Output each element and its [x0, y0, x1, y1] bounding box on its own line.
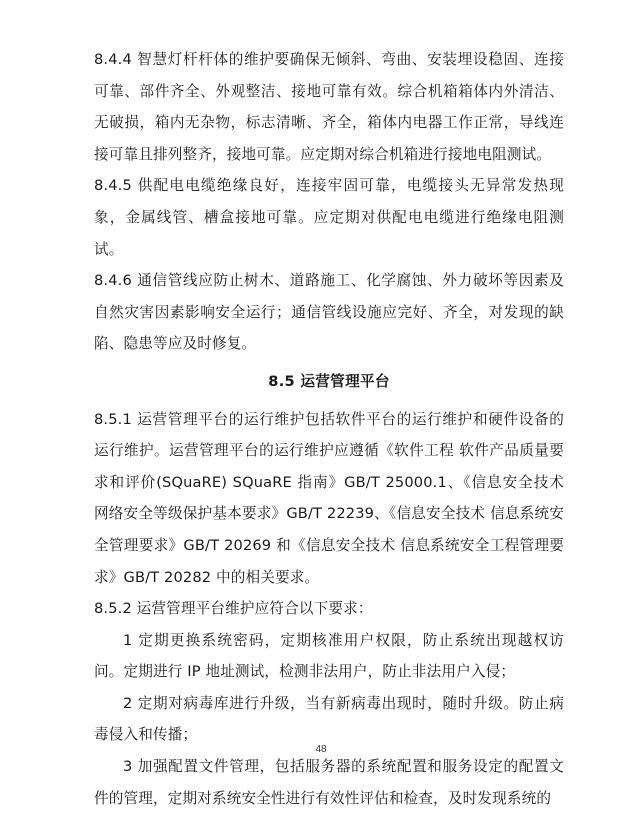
clause-8-5-1: 8.5.1 运营管理平台的运行维护包括软件平台的运行维护和硬件设备的运行维护。运营管理平台的运行维护应遵循《软件工程 软件产品质量要求和评价(SQuaRE) SQuaRE 指南》GB/T 25000.1、《信息安全技术 网络安全等级保护基本要求》GB/T 22239、《信息安全技术 信息系统安全管理要求》GB/T 20269 和《信息安全技术 信息系统安全工程管理要求》GB/T 20282 中的相关要求。	[94, 410, 564, 586]
clause-8-4-6: 8.4.6 通信管线应防止树木、道路施工、化学腐蚀、外力破坏等因素及自然灾害因素影响安全运行；通信管线设施应完好、齐全，对发现的缺陷、隐患等应及时修复。	[94, 272, 564, 353]
clause-8-4-5: 8.4.5 供配电电缆绝缘良好，连接牢固可靠，电缆接头无异常发热现象，金属线管、槽盒接地可靠。应定期对供配电电缆进行绝缘电阻测试。	[94, 177, 564, 258]
page-number: 48	[315, 744, 327, 755]
clause-8-5-2: 8.5.2 运营管理平台维护应符合以下要求：	[94, 600, 373, 618]
list-item-1: 1 定期更换系统密码，定期核准用户权限，防止系统出现越权访问。定期进行 IP 地址测试，检测非法用户，防止非法用户入侵；	[94, 631, 564, 681]
clause-8-4-4: 8.4.4 智慧灯杆杆体的维护要确保无倾斜、弯曲、安装埋设稳固、连接可靠、部件齐全、外观整洁、接地可靠有效。综合机箱箱体内外清洁、无破损，箱内无杂物，标志清晰、齐全，箱体内电器工作正常，导线连接可靠且排列整齐，接地可靠。应定期对综合机箱进行接地电阻测试。	[94, 51, 564, 163]
section-heading-8-5: 8.5 运营管理平台	[268, 372, 390, 390]
list-item-2: 2 定期对病毒库进行升级，当有新病毒出现时，随时升级。防止病毒侵入和传播；	[94, 694, 564, 744]
list-item-3: 3 加强配置文件管理，包括服务器的系统配置和服务设定的配置文件的管理，定期对系统安全性进行有效性评估和检查，及时发现系统的	[94, 758, 564, 807]
page-body	[94, 44, 564, 814]
